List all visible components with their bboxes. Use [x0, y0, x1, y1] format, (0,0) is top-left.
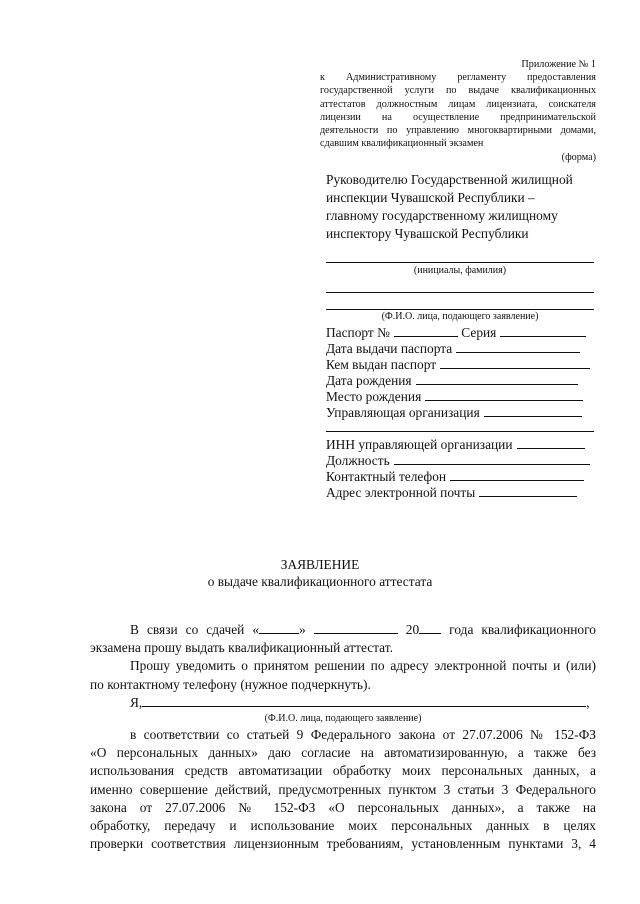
issue-date-label: Дата выдачи паспорта — [326, 341, 453, 356]
applicant-name-blank — [142, 694, 586, 707]
applicant-hint: (Ф.И.О. лица, подающего заявление) — [381, 311, 539, 322]
applicant-line — [326, 309, 594, 310]
paragraph-4-line: использования средств автоматизации обработку моих персональных данных, а — [90, 763, 596, 779]
birth-date-field — [326, 372, 578, 389]
annex-line: государственной услуги по выдаче квалификационных — [320, 85, 596, 97]
passport-no-blank — [394, 324, 458, 337]
paragraph-4-line: «О персональных данных» даю согласие на автоматизированную, а также без — [90, 745, 596, 761]
form-label: (форма) — [561, 152, 596, 164]
statement-title: ЗАЯВЛЕНИЕ — [280, 557, 360, 572]
recipient-line: главному государственному жилищному — [326, 208, 558, 223]
paragraph-1-line-2: экзамена прошу выдать квалификационный аттестат. — [90, 640, 393, 656]
paragraph-4-line: закона от 27.07.2006 № 152-ФЗ «О персональных данных», а также на — [90, 799, 596, 815]
management-org-blank — [484, 404, 582, 417]
annex-header — [320, 58, 596, 165]
applicant-line — [326, 292, 594, 293]
annex-line: деятельности по управлению многоквартирными домами, — [320, 125, 596, 137]
initials-line — [326, 262, 594, 263]
annex-line: лицензии на осуществление предпринимательской — [320, 111, 596, 123]
issued-by-blank — [440, 356, 590, 369]
paragraph-3-line: Я, , — [130, 694, 590, 710]
paragraph-4-line: именно совершение действий, предусмотренных пунктом 3 статьи 3 Федерального — [90, 781, 596, 797]
passport-no-label: Паспорт № — [326, 325, 390, 340]
inn-label: ИНН управляющей организации — [326, 437, 513, 452]
year-blank — [419, 621, 441, 634]
recipient-line: инспектору Чувашской Республики — [326, 226, 529, 241]
initials-hint: (инициалы, фамилия) — [413, 265, 507, 276]
management-org-field — [326, 404, 582, 421]
management-org-extra-line — [326, 431, 594, 432]
phone-blank — [450, 468, 584, 481]
inn-field — [326, 436, 585, 453]
position-blank — [394, 452, 590, 465]
annex-line: аттестатов должностным лицам лицензиата, соискателя — [320, 98, 596, 110]
paragraph-4-line: обработку, передачу и использование моих персональных данных в целях — [90, 818, 596, 834]
day-blank — [259, 621, 299, 634]
paragraph-1-line-1: В связи со сдачей « » 20 года квалификационного — [130, 622, 596, 637]
birth-date-blank — [416, 372, 578, 385]
series-label: Серия — [461, 325, 497, 340]
email-label: Адрес электронной почты — [326, 485, 476, 500]
paragraph-3-hint: (Ф.И.О. лица, подающего заявление) — [264, 713, 422, 725]
recipient-line: инспекции Чувашской Республики – — [326, 190, 535, 205]
paragraph-2-line-1: Прошу уведомить о принятом решении по адресу электронной почты и (или) — [130, 658, 596, 674]
issued-by-label: Кем выдан паспорт — [326, 357, 437, 372]
paragraph-2-line-2: по контактному телефону (нужное подчеркнуть). — [90, 676, 371, 692]
annex-title: Приложение № 1 — [521, 59, 596, 70]
recipient-line: Руководителю Государственной жилищной — [326, 172, 573, 187]
email-field — [326, 484, 577, 501]
position-label: Должность — [326, 453, 390, 468]
statement-body — [90, 621, 596, 853]
phone-field — [326, 468, 584, 485]
recipient-block — [326, 171, 596, 243]
annex-line: сдавшим квалификационный экзамен — [320, 138, 484, 150]
issue-date-blank — [456, 340, 580, 353]
passport-field — [326, 324, 586, 341]
birth-place-label: Место рождения — [326, 389, 422, 404]
email-blank — [479, 484, 577, 497]
inn-blank — [517, 436, 585, 449]
paragraph-4-line: в соответствии со статьей 9 Федерального закона от 27.07.2006 № 152-ФЗ — [130, 727, 596, 743]
birth-place-field — [326, 388, 583, 405]
month-blank — [314, 621, 398, 634]
birth-date-label: Дата рождения — [326, 373, 412, 388]
birth-place-blank — [425, 388, 583, 401]
paragraph-4-line: проверки соответствия лицензионным требованиям, установленным пунктами 3, 4 — [90, 836, 596, 852]
issued-by-field — [326, 356, 590, 373]
phone-label: Контактный телефон — [326, 469, 447, 484]
issue-date-field — [326, 340, 580, 357]
statement-subtitle: о выдаче квалификационного аттестата — [207, 574, 433, 589]
annex-line: к Административному регламенту предоставления — [320, 72, 596, 84]
position-field — [326, 452, 590, 469]
management-org-label: Управляющая организация — [326, 405, 480, 420]
series-blank — [500, 324, 586, 337]
